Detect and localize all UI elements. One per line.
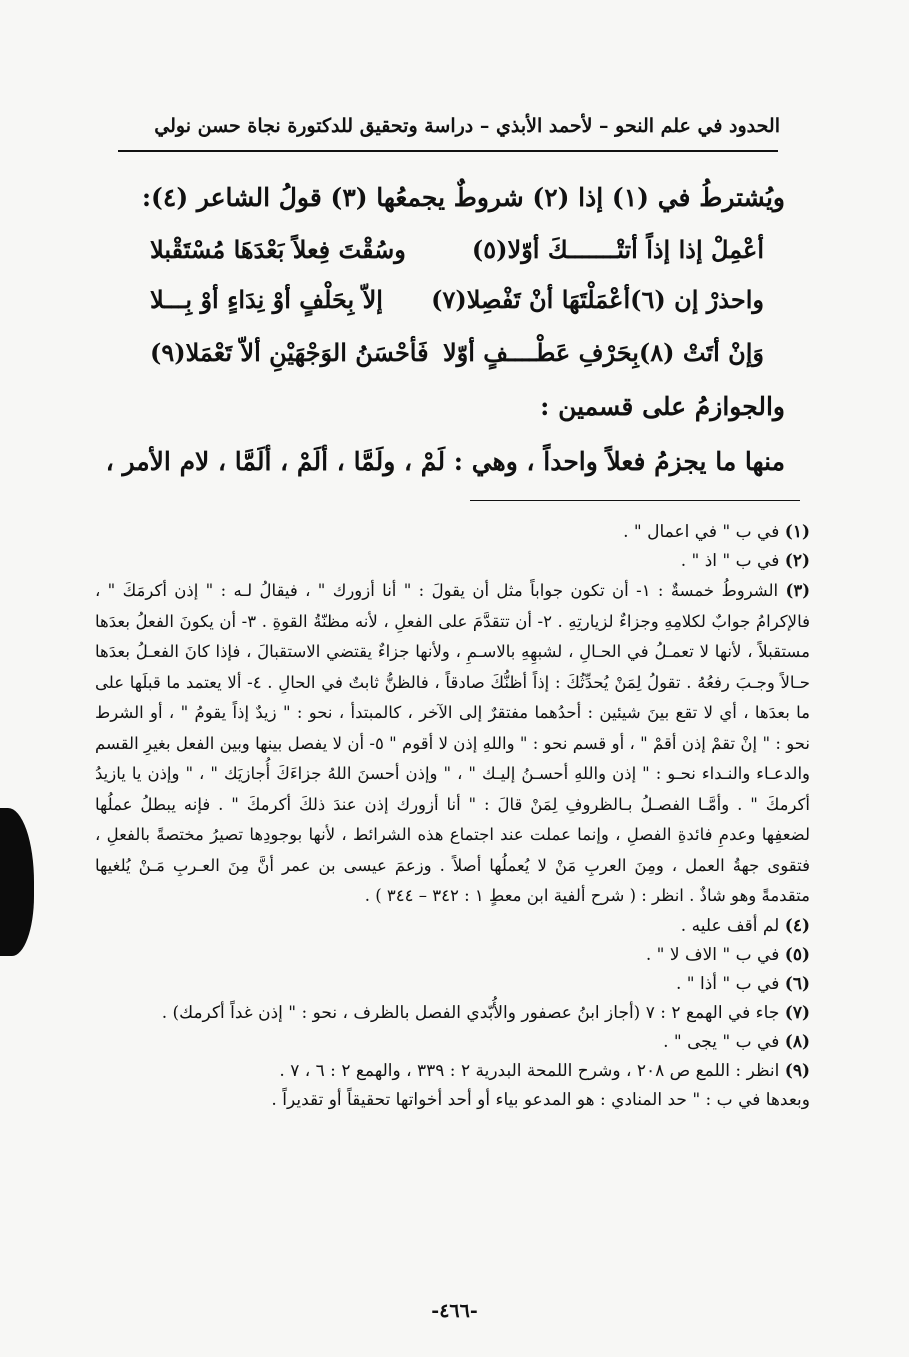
footnote-5	[95, 941, 810, 970]
verse-1-right: أعْمِلْ إذا إذاً أتتْـــــــكَ أوّلا(٥)	[471, 235, 764, 264]
footnote-text: في ب " يجى " .	[663, 1031, 780, 1052]
footnote-number: (٥)	[784, 944, 810, 965]
footnote-text: الشروطُ خمسةٌ : ١- أن تكون جواباً مثل أن يقولَ : " أنا أزورك " ، فيقالُ لـه : " إذن أكرمَكَ " ، فالإكرامُ جوابٌ لكلامِهِ وجزاءٌ لزيارتِهِ . ٢- أن تتقدَّمَ على الفعلِ ، لأنه مظنّةُ القوةِ . ٣- أن يكونَ الفعلُ بعدَها مستقبلاً ، لأنها لا تعمـلُ في الحـالِ ، لشبهِهِ بالاسـمِ ، ولأنها جزاءٌ يقتضي الاستقبالَ ، فإذا كانَ الفعـلُ بعدَها حـالاً وجـبَ رفعُهُ . تقولُ لِمَنْ يُحدِّثُكَ : إذاً أظنُّكَ صادقاً ، فالظنُّ ثابتٌ في الحالِ . ٤- ألا يعتمد ما قبلَها على ما بعدَها ، أي لا تقع بينَ شيئين : أحدُهما مفتقرٌ إلى الآخر ، كالمبتدأ ، نحو : " زيدٌ إذاً يقومُ " ، أو الشرط نحو : " إنْ تقمْ إذن أقمْ " ، أو قسم نحو : " واللهِ إذن لا أقوم " ٥- أن لا يفصل بينها وبين الفعل بغيرِ القسم والدعـاء والنـداء نحـو : " إذن واللهِ أحسـنُ إليـك " ، " وإذن أحسنَ اللهُ جزاءَكَ أُجازيَك " ، " وإذن يا يازيدُ أكرمكَ " . وأمَّـا الفصـلُ بـالظروفِ لِمَنْ قالَ : " أنا أزورك إذن عندَ ذلكَ أكرمكَ " . فإنه يبطلُ عملُها لضعفِها وعدمِ فائدةِ الفصلِ ، وإنما عملت عند اجتماع هذه الشرائط ، لأنها بوجودِها تصيرُ مختصةً بالفعلِ ، فتقوى جهةُ العمل ، ومِنَ العربِ مَنْ لا يُعملُها أصلاً . وزعمَ عيسى بن عمر أنَّ مِنَ العـربِ مَـنْ يُلغيها متقدمةً وهو شاذٌ . انظر : ( شرح ألفية ابن معطٍ ١ : ٣٤٢ – ٣٤٤ ) .	[95, 581, 810, 905]
footnotes	[95, 518, 810, 1115]
footnote-number: (٣)	[785, 581, 810, 600]
footnote-text: في ب " اذ " .	[680, 551, 780, 571]
footnote-1	[95, 518, 810, 547]
footnote-9-continuation	[95, 1086, 810, 1115]
footnote-number: (٦)	[784, 973, 810, 994]
footnote-number: (٢)	[784, 551, 810, 571]
footnote-2	[95, 547, 810, 576]
footnote-text: في ب " في اعمال " .	[623, 522, 780, 542]
verse-3-left: فَأحْسَنُ الوَجْهَيْنِ ألاّ تَعْمَلا(٩)	[150, 338, 429, 367]
footnote-number: (٨)	[784, 1031, 810, 1052]
footnote-text: لم أقف عليه .	[680, 915, 780, 936]
verse-3-right: وَإنْ أتَتْ (٨)بِحَرْفِ عَطْــــفٍ أوّلا	[442, 338, 764, 367]
header-rule	[118, 150, 778, 152]
jawazim-line: والجوازمُ على قسمين :	[540, 392, 785, 421]
footnote-number: (٤)	[784, 915, 810, 936]
footnote-number: (٩)	[784, 1060, 810, 1081]
footnote-text: وبعدها في ب : " حد المنادي : هو المدعو بياء أو أحد أخواتها تحقيقاً أو تقديراً .	[271, 1089, 810, 1110]
footnote-text: في ب " أذا " .	[675, 973, 780, 994]
footnote-text: انظر : اللمع ص ٢٠٨ ، وشرح اللمحة البدرية ٢ : ٣٣٩ ، والهمع ٢ : ٦ ، ٧ .	[279, 1060, 780, 1081]
footnote-4	[95, 912, 810, 941]
footnote-number: (١)	[784, 522, 810, 542]
page-number: -٤٦٦-	[431, 1300, 478, 1322]
footnote-7	[95, 999, 810, 1028]
footnote-number: (٧)	[784, 1002, 810, 1023]
footnote-text: جاء في الهمع ٢ : ٧ (أجاز ابنُ عصفور والأُبّدي الفصل بالظرف ، نحو : " إذن غداً أكرمك) .	[161, 1002, 780, 1023]
footnote-9	[95, 1057, 810, 1086]
verse-2-left: إلاّ بِحَلْفٍ أوْ نِدَاءٍ أوْ بِـــلا	[150, 285, 383, 314]
running-header: الحدود في علم النحو – لأحمد الأبذي – دراسة وتحقيق للدكتورة نجاة حسن نولي	[154, 115, 780, 137]
footnote-separator	[470, 500, 800, 501]
verse-2-right: واحذرْ إن (٦)أعْمَلْتَهَا أنْ تَفْصِلا(٧)	[431, 285, 764, 314]
intro-line: ويُشترطُ في (١) إذا (٢) شروطٌ يجمعُها (٣) قولُ الشاعر (٤):	[141, 183, 785, 212]
verse-1-left: وسُقْتَ فِعلاً بَعْدَهَا مُسْتَقْبلا	[150, 235, 406, 264]
footnote-8	[95, 1028, 810, 1057]
footnote-text: في ب " الاف لا " .	[645, 944, 780, 965]
footnote-6	[95, 970, 810, 999]
minha-line: منها ما يجزمُ فعلاً واحداً ، وهي : لَمْ ، ولَمَّا ، ألَمْ ، ألَمَّا ، لام الأمر ،	[105, 447, 785, 476]
footnote-3	[95, 576, 810, 912]
